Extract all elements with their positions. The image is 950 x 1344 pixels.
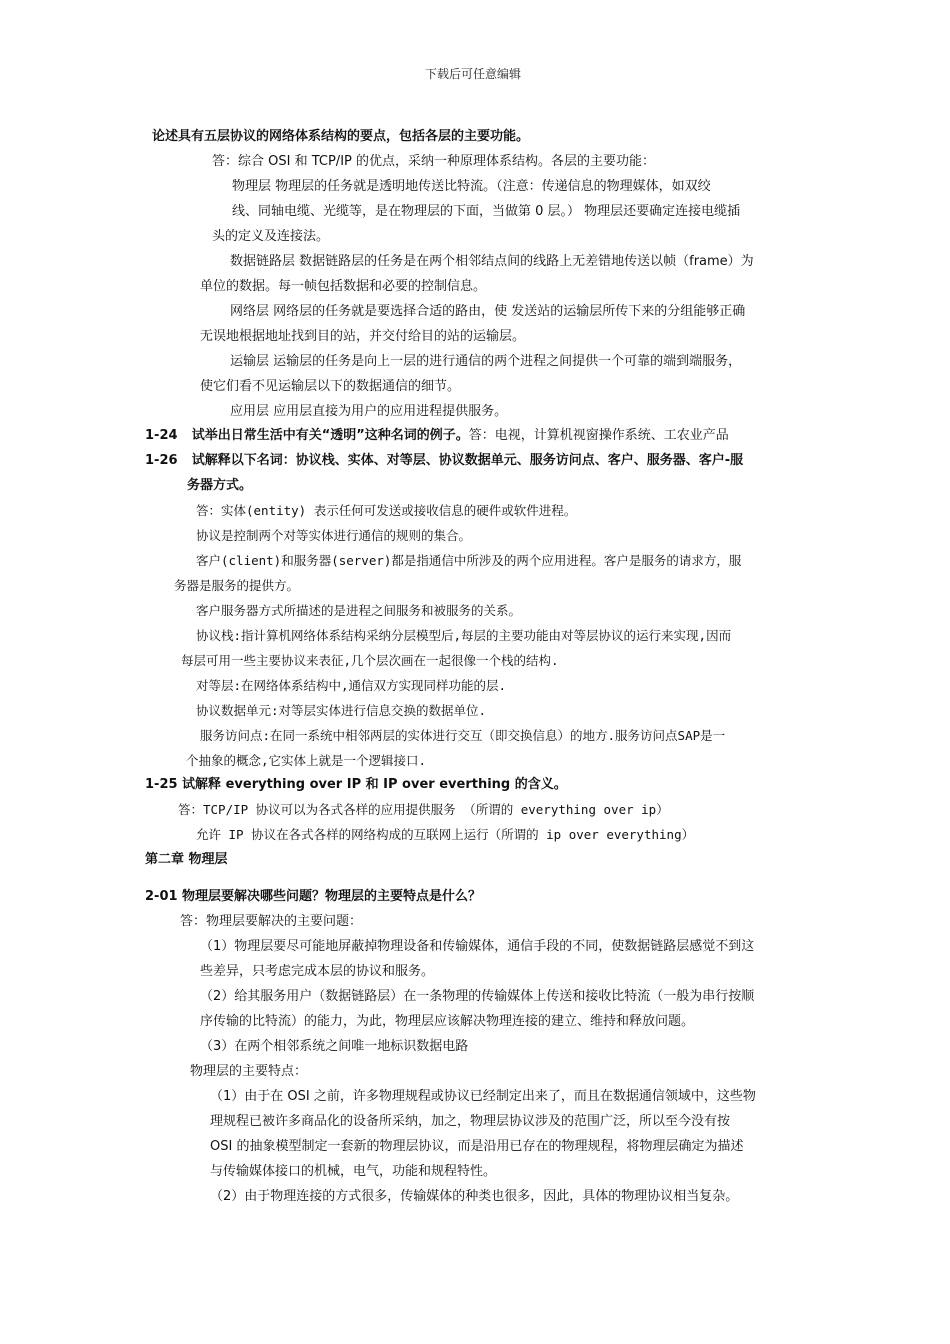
question-text-cont: 务器方式。 bbox=[187, 478, 253, 493]
q126-answer-line-5: 客户服务器方式所描述的是进程之间服务和被服务的关系。 bbox=[196, 603, 522, 618]
feature-line-2: 理规程已被许多商品化的设备所采纳，加之，物理层协议涉及的范围广泛，所以至今没有按 bbox=[210, 1114, 731, 1129]
q201-answer-intro: 答：物理层要解决的主要问题： bbox=[180, 914, 363, 929]
question-text: 试解释以下名词：协议栈、实体、对等层、协议数据单元、服务访问点、客户、服务器、客户-服 bbox=[191, 453, 744, 468]
physical-line-2: 线、同轴电缆、光缆等，是在物理层的下面，当做第 0 层。） 物理层还要确定连接电缆插 bbox=[232, 204, 741, 219]
question-number: 1-24 bbox=[145, 428, 178, 443]
q126-answer-line-4: 务器是服务的提供方。 bbox=[174, 578, 300, 593]
feature-line-5: （2）由于物理连接的方式很多，传输媒体的种类也很多，因此，具体的物理协议相当复杂。 bbox=[210, 1189, 739, 1204]
answer-text: 答：电视，计算机视窗操作系统、工农业产品 bbox=[468, 428, 729, 443]
q125-answer-2: 允许 IP 协议在各式各样的网络构成的互联网上运行（所谓的 ip over everything） bbox=[196, 827, 695, 842]
network-line-2: 无误地根据地址找到目的站，并交付给目的站的运输层。 bbox=[200, 329, 526, 344]
physical-line-1: 物理层 物理层的任务就是透明地传送比特流。（注意：传递信息的物理媒体，如双绞 bbox=[232, 179, 711, 194]
q126-answer-line-3: 客户(client)和服务器(server)都是指通信中所涉及的两个应用进程。客户是服务的请求方，服 bbox=[196, 553, 742, 568]
feature-line-3: OSI 的抽象模型制定一套新的物理层协议，而是沿用已存在的物理规程，将物理层确定为描述 bbox=[210, 1139, 744, 1154]
feature-line-1: （1）由于在 OSI 之前，许多物理规程或协议已经制定出来了，而且在数据通信领域中，这些物 bbox=[210, 1089, 756, 1104]
physical-line-3: 头的定义及连接法。 bbox=[212, 229, 330, 244]
q126-answer-line-2: 协议是控制两个对等实体进行通信的规则的集合。 bbox=[196, 528, 472, 543]
problem-line-3: （2）给其服务用户（数据链路层）在一条物理的传输媒体上传送和接收比特流（一般为串行按顺 bbox=[200, 989, 755, 1004]
transport-line-2: 使它们看不见运输层以下的数据通信的细节。 bbox=[200, 379, 461, 394]
datalink-line-2: 单位的数据。每一帧包括数据和必要的控制信息。 bbox=[200, 279, 487, 294]
features-title: 物理层的主要特点： bbox=[190, 1064, 308, 1079]
question-1-26 bbox=[145, 452, 743, 470]
q126-answer-line-10: 服务访问点:在同一系统中相邻两层的实体进行交互（即交换信息）的地方.服务访问点SAP是一 bbox=[200, 728, 726, 743]
problem-line-4: 序传输的比特流）的能力，为此，物理层应该解决物理连接的建立、维持和释放问题。 bbox=[200, 1014, 695, 1029]
question-text: 试举出日常生活中有关“透明”这种名词的例子。 bbox=[191, 428, 469, 443]
answer-intro: 答：综合 OSI 和 TCP/IP 的优点，采纳一种原理体系结构。各层的主要功能： bbox=[212, 154, 655, 169]
q126-answer-line-7: 每层可用一些主要协议来表征,几个层次画在一起很像一个栈的结构. bbox=[181, 653, 559, 668]
chapter-title: 第二章 物理层 bbox=[145, 852, 228, 867]
q126-answer-line-9: 协议数据单元:对等层实体进行信息交换的数据单位. bbox=[196, 703, 487, 718]
q126-answer-line-11: 个抽象的概念,它实体上就是一个逻辑接口. bbox=[186, 753, 427, 768]
datalink-line-1: 数据链路层 数据链路层的任务是在两个相邻结点间的线路上无差错地传送以帧（frame）为 bbox=[230, 254, 754, 269]
feature-line-4: 与传输媒体接口的机械，电气，功能和规程特性。 bbox=[210, 1164, 497, 1179]
question-2-01: 2-01 物理层要解决哪些问题？物理层的主要特点是什么？ bbox=[145, 889, 482, 904]
question-number: 1-26 bbox=[145, 453, 178, 468]
q126-answer-line-6: 协议栈:指计算机网络体系结构采纳分层模型后,每层的主要功能由对等层协议的运行来实现,因而 bbox=[196, 628, 732, 643]
transport-line-1: 运输层 运输层的任务是向上一层的进行通信的两个进程之间提供一个可靠的端到端服务， bbox=[230, 354, 742, 369]
application-line: 应用层 应用层直接为用户的应用进程提供服务。 bbox=[230, 404, 508, 419]
problem-line-2: 些差异，只考虑完成本层的协议和服务。 bbox=[200, 964, 435, 979]
q126-answer-line-8: 对等层:在网络体系结构中,通信双方实现同样功能的层. bbox=[196, 678, 507, 693]
problem-line-1: （1）物理层要尽可能地屏蔽掉物理设备和传输媒体，通信手段的不同，使数据链路层感觉不到这 bbox=[200, 939, 755, 954]
section-title: 论述具有五层协议的网络体系结构的要点，包括各层的主要功能。 bbox=[152, 129, 530, 144]
question-1-25: 1-25 试解释 everything over IP 和 IP over everthing 的含义。 bbox=[145, 777, 567, 792]
network-line-1: 网络层 网络层的任务就是要选择合适的路由，使 发送站的运输层所传下来的分组能够正确 bbox=[230, 304, 746, 319]
question-1-24 bbox=[145, 427, 729, 445]
q125-answer-1: 答：TCP/IP 协议可以为各式各样的应用提供服务 （所谓的 everything over ip） bbox=[178, 802, 669, 817]
page-header-note: 下载后可任意编辑 bbox=[425, 67, 522, 81]
q126-answer-line-1: 答：实体(entity) 表示任何可发送或接收信息的硬件或软件进程。 bbox=[196, 503, 577, 518]
problem-line-5: （3）在两个相邻系统之间唯一地标识数据电路 bbox=[200, 1039, 469, 1054]
